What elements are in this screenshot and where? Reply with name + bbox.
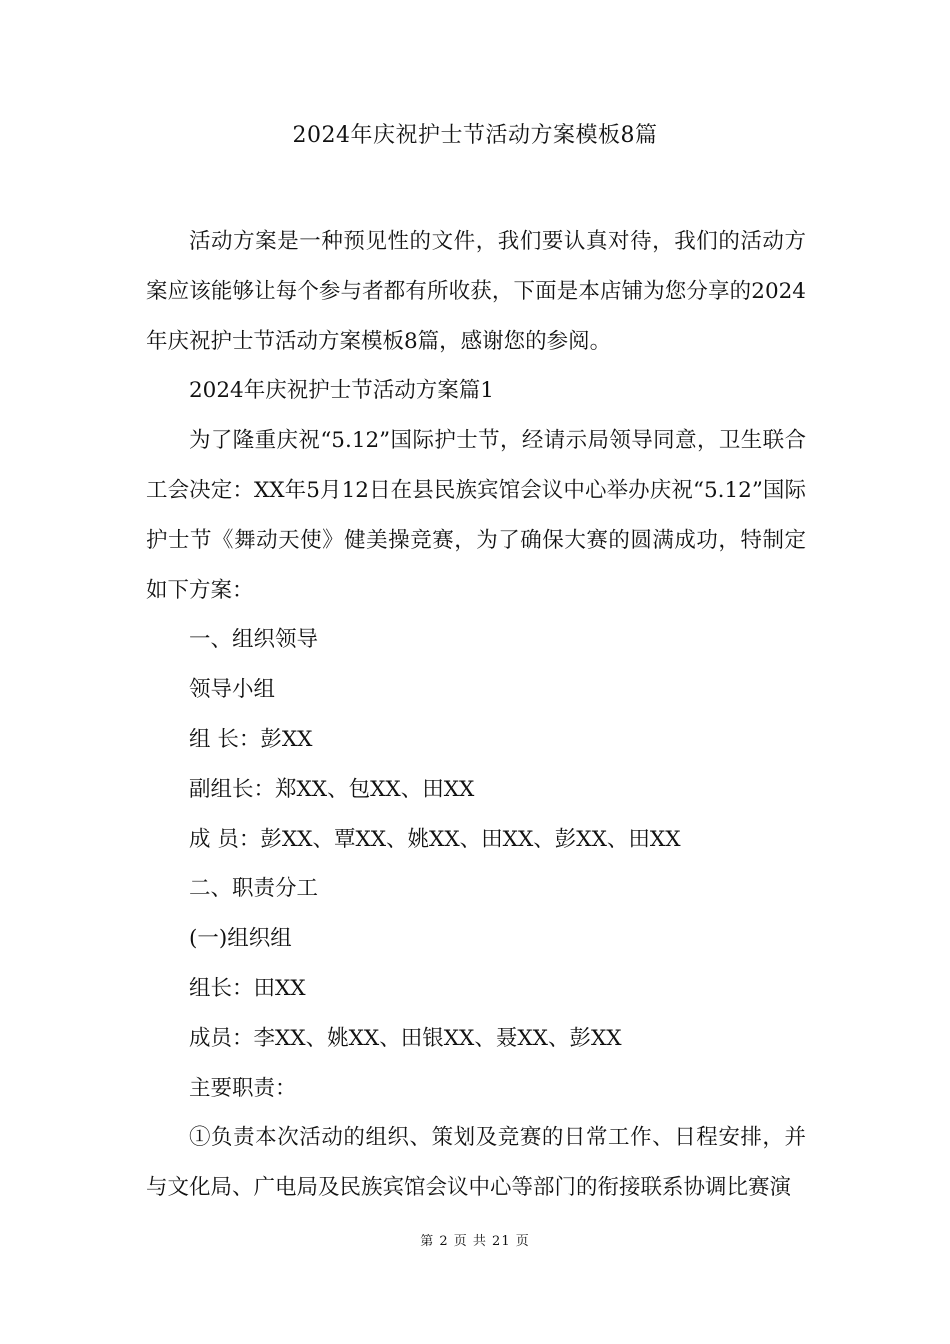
body-line: 领导小组 (189, 677, 276, 703)
body-paragraph: 为了隆重庆祝“5.12”国际护士节，经请示局领导同意，卫生联合工会决定：XX年5月12日在县民族宾馆会议中心举办庆祝“5.12”国际护士节《舞动天使》健美操竞赛，为了确保大赛的圆满成功，特制定如下方案： (146, 428, 806, 603)
document-title: 2024年庆祝护士节活动方案模板8篇 (292, 123, 658, 148)
body-line: 主要职责： (189, 1075, 297, 1101)
body-line: 组 长：彭XX (189, 726, 313, 752)
subsection-heading: 一、组织领导 (189, 627, 319, 653)
body-line: 成 员：彭XX、覃XX、姚XX、田XX、彭XX、田XX (189, 826, 681, 852)
body-line: 副组长：郑XX、包XX、田XX (189, 776, 475, 802)
page-footer: 第 2 页 共 21 页 (420, 1234, 530, 1249)
body-line: (一)组织组 (189, 926, 292, 952)
subsection-heading: 二、职责分工 (189, 876, 319, 902)
body-paragraph: ①负责本次活动的组织、策划及竞赛的日常工作、日程安排，并与文化局、广电局及民族宾馆会议中心等部门的衔接联系协调比赛演 (146, 1125, 806, 1201)
body-line: 组长：田XX (189, 975, 306, 1001)
document-body (146, 217, 806, 1213)
section-heading: 2024年庆祝护士节活动方案篇1 (189, 378, 494, 404)
intro-paragraph: 活动方案是一种预见性的文件，我们要认真对待，我们的活动方案应该能够让每个参与者都有所收获，下面是本店铺为您分享的2024年庆祝护士节活动方案模板8篇，感谢您的参阅。 (146, 229, 806, 354)
body-line: 成员：李XX、姚XX、田银XX、聂XX、彭XX (189, 1025, 622, 1051)
